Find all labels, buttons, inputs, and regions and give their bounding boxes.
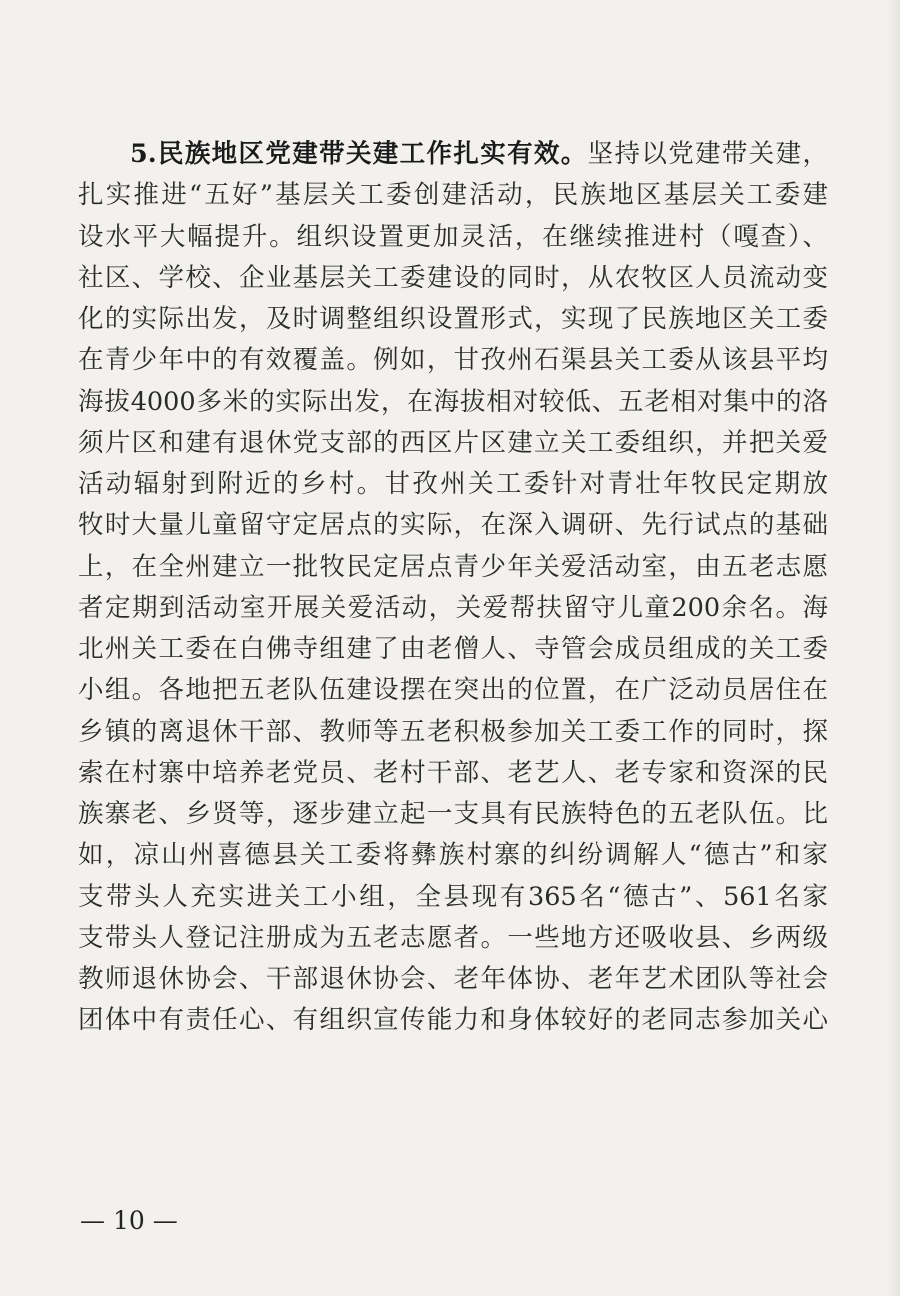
paragraph-line: 上，在全州建立一批牧民定居点青少年关爱活动室，由五老志愿	[78, 551, 828, 582]
page-number: — 10 —	[80, 1206, 178, 1235]
page-edge-shadow	[886, 0, 900, 1296]
paragraph-line: 索在村寨中培养老党员、老村干部、老艺人、老专家和资深的民	[78, 757, 828, 788]
paragraph-line: 在青少年中的有效覆盖。例如，甘孜州石渠县关工委从该县平均	[78, 345, 828, 376]
paragraph-line: 须片区和建有退休党支部的西区片区建立关工委组织，并把关爱	[78, 427, 828, 458]
paragraph-line: 教师退休协会、干部退休协会、老年体协、老年艺术团队等社会	[78, 964, 828, 994]
paragraph-line: 小组。各地把五老队伍建设摆在突出的位置，在广泛动员居住在	[78, 675, 828, 706]
paragraph-line: 支带头人登记注册成为五老志愿者。一些地方还吸收县、乡两级	[78, 922, 828, 953]
paragraph-line: 族寨老、乡贤等，逐步建立起一支具有民族特色的五老队伍。比	[78, 799, 828, 829]
paragraph-line-text: 坚持以党建带关建，	[587, 139, 828, 169]
paragraph-line	[78, 134, 828, 175]
paragraph-line: 活动辐射到附近的乡村。甘孜州关工委针对青壮年牧民定期放	[78, 469, 828, 499]
paragraph-line: 团体中有责任心、有组织宣传能力和身体较好的老同志参加关心	[78, 1005, 828, 1036]
paragraph-line: 化的实际出发，及时调整组织设置形式，实现了民族地区关工委	[78, 304, 828, 334]
body-paragraph	[78, 134, 828, 1042]
paragraph-line: 如，凉山州喜德县关工委将彝族村寨的纠纷调解人“德古”和家	[78, 840, 828, 871]
paragraph-line: 支带头人充实进关工小组，全县现有365名“德古”、561名家	[78, 881, 828, 912]
section-lead-heading: 5.民族地区党建带关建工作扎实有效。	[130, 139, 588, 169]
paragraph-line: 扎实推进“五好”基层关工委创建活动，民族地区基层关工委建	[78, 180, 828, 211]
paragraph-line: 者定期到活动室开展关爱活动，关爱帮扶留守儿童200余名。海	[78, 592, 828, 623]
paragraph-line: 设水平大幅提升。组织设置更加灵活，在继续推进村（嘎查）、	[78, 221, 828, 252]
paragraph-line: 社区、学校、企业基层关工委建设的同时，从农牧区人员流动变	[78, 262, 828, 293]
paragraph-line: 海拔4000多米的实际出发，在海拔相对较低、五老相对集中的洛	[78, 386, 828, 417]
paragraph-line: 牧时大量儿童留守定居点的实际，在深入调研、先行试点的基础	[78, 510, 828, 541]
paragraph-line: 乡镇的离退休干部、教师等五老积极参加关工委工作的同时，探	[78, 716, 828, 747]
paragraph-line: 北州关工委在白佛寺组建了由老僧人、寺管会成员组成的关工委	[78, 634, 828, 664]
